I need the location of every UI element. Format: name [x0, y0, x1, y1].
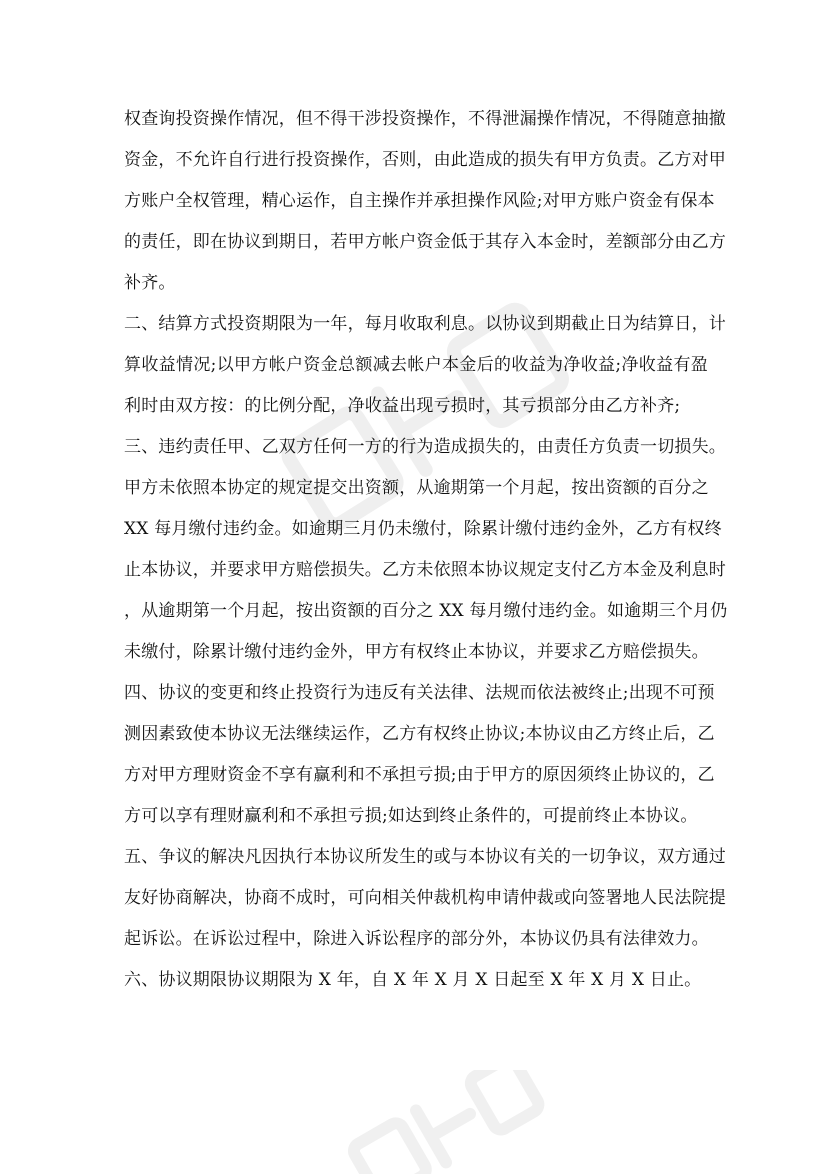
text-line: 方对甲方理财资金不享有赢利和不承担亏损;由于甲方的原因须终止协议的，乙 [124, 765, 715, 785]
text-line: 权查询投资操作情况，但不得干涉投资操作，不得泄漏操作情况，不得随意抽撤 [124, 109, 726, 129]
section-heading-termination: 四、协议的变更和终止投资行为违反有关法律、法规而依法被终止;出现不可预 [124, 683, 715, 703]
text-line: 未缴付，除累计缴付违约金外，甲方有权终止本协议，并要求乙方赔偿损失。 [124, 642, 709, 662]
text-line: ，从逾期第一个月起，按出资额的百分之 XX 每月缴付违约金。如逾期三个月仍 [124, 601, 728, 621]
text-line: 止本协议，并要求甲方赔偿损失。乙方未依照本协议规定支付乙方本金及利息时 [124, 560, 726, 580]
text-line: 起诉讼。在诉讼过程中，除进入诉讼程序的部分外，本协议仍具有法律效力。 [124, 929, 709, 949]
text-line: XX 每月缴付违约金。如逾期三月仍未缴付，除累计缴付违约金外，乙方有权终 [124, 519, 722, 539]
document-body [124, 108, 728, 1010]
text-line: 方可以享有理财赢利和不承担亏损;如达到终止条件的，可提前终止本协议。 [124, 806, 698, 826]
text-line: 资金，不允许自行进行投资操作，否则，由此造成的损失有甲方负责。乙方对甲 [124, 150, 726, 170]
text-line: 算收益情况;以甲方帐户资金总额减去帐户本金后的收益为净收益;净收益有盈 [124, 355, 708, 375]
watermark-bottom-icon [330, 1070, 550, 1174]
section-heading-liability: 三、违约责任甲、乙双方任何一方的行为造成损失的，由责任方负责一切损失。 [124, 437, 726, 457]
text-line: 利时由双方按：的比例分配，净收益出现亏损时，其亏损部分由乙方补齐; [124, 396, 681, 416]
section-heading-settlement: 二、结算方式投资期限为一年，每月收取利息。以协议到期截止日为结算日，计 [124, 314, 726, 334]
text-line: 的责任，即在协议到期日，若甲方帐户资金低于其存入本金时，差额部分由乙方 [124, 232, 726, 252]
text-line: 测因素致使本协议无法继续运作，乙方有权终止协议;本协议由乙方终止后，乙 [124, 724, 715, 744]
text-line: 友好协商解决，协商不成时，可向相关仲裁机构申请仲裁或向签署地人民法院提 [124, 888, 726, 908]
text-line: 方账户全权管理，精心运作，自主操作并承担操作风险;对甲方账户资金有保本 [124, 191, 715, 211]
section-heading-dispute: 五、争议的解决凡因执行本协议所发生的或与本协议有关的一切争议，双方通过 [124, 847, 726, 867]
text-line: 甲方未依照本协定的规定提交出资额，从逾期第一个月起，按出资额的百分之 [124, 478, 709, 498]
text-line: 补齐。 [124, 273, 176, 293]
section-heading-term: 六、协议期限协议期限为 X 年，自 X 年 X 月 X 日起至 X 年 X 月 X 日止。 [124, 970, 702, 990]
